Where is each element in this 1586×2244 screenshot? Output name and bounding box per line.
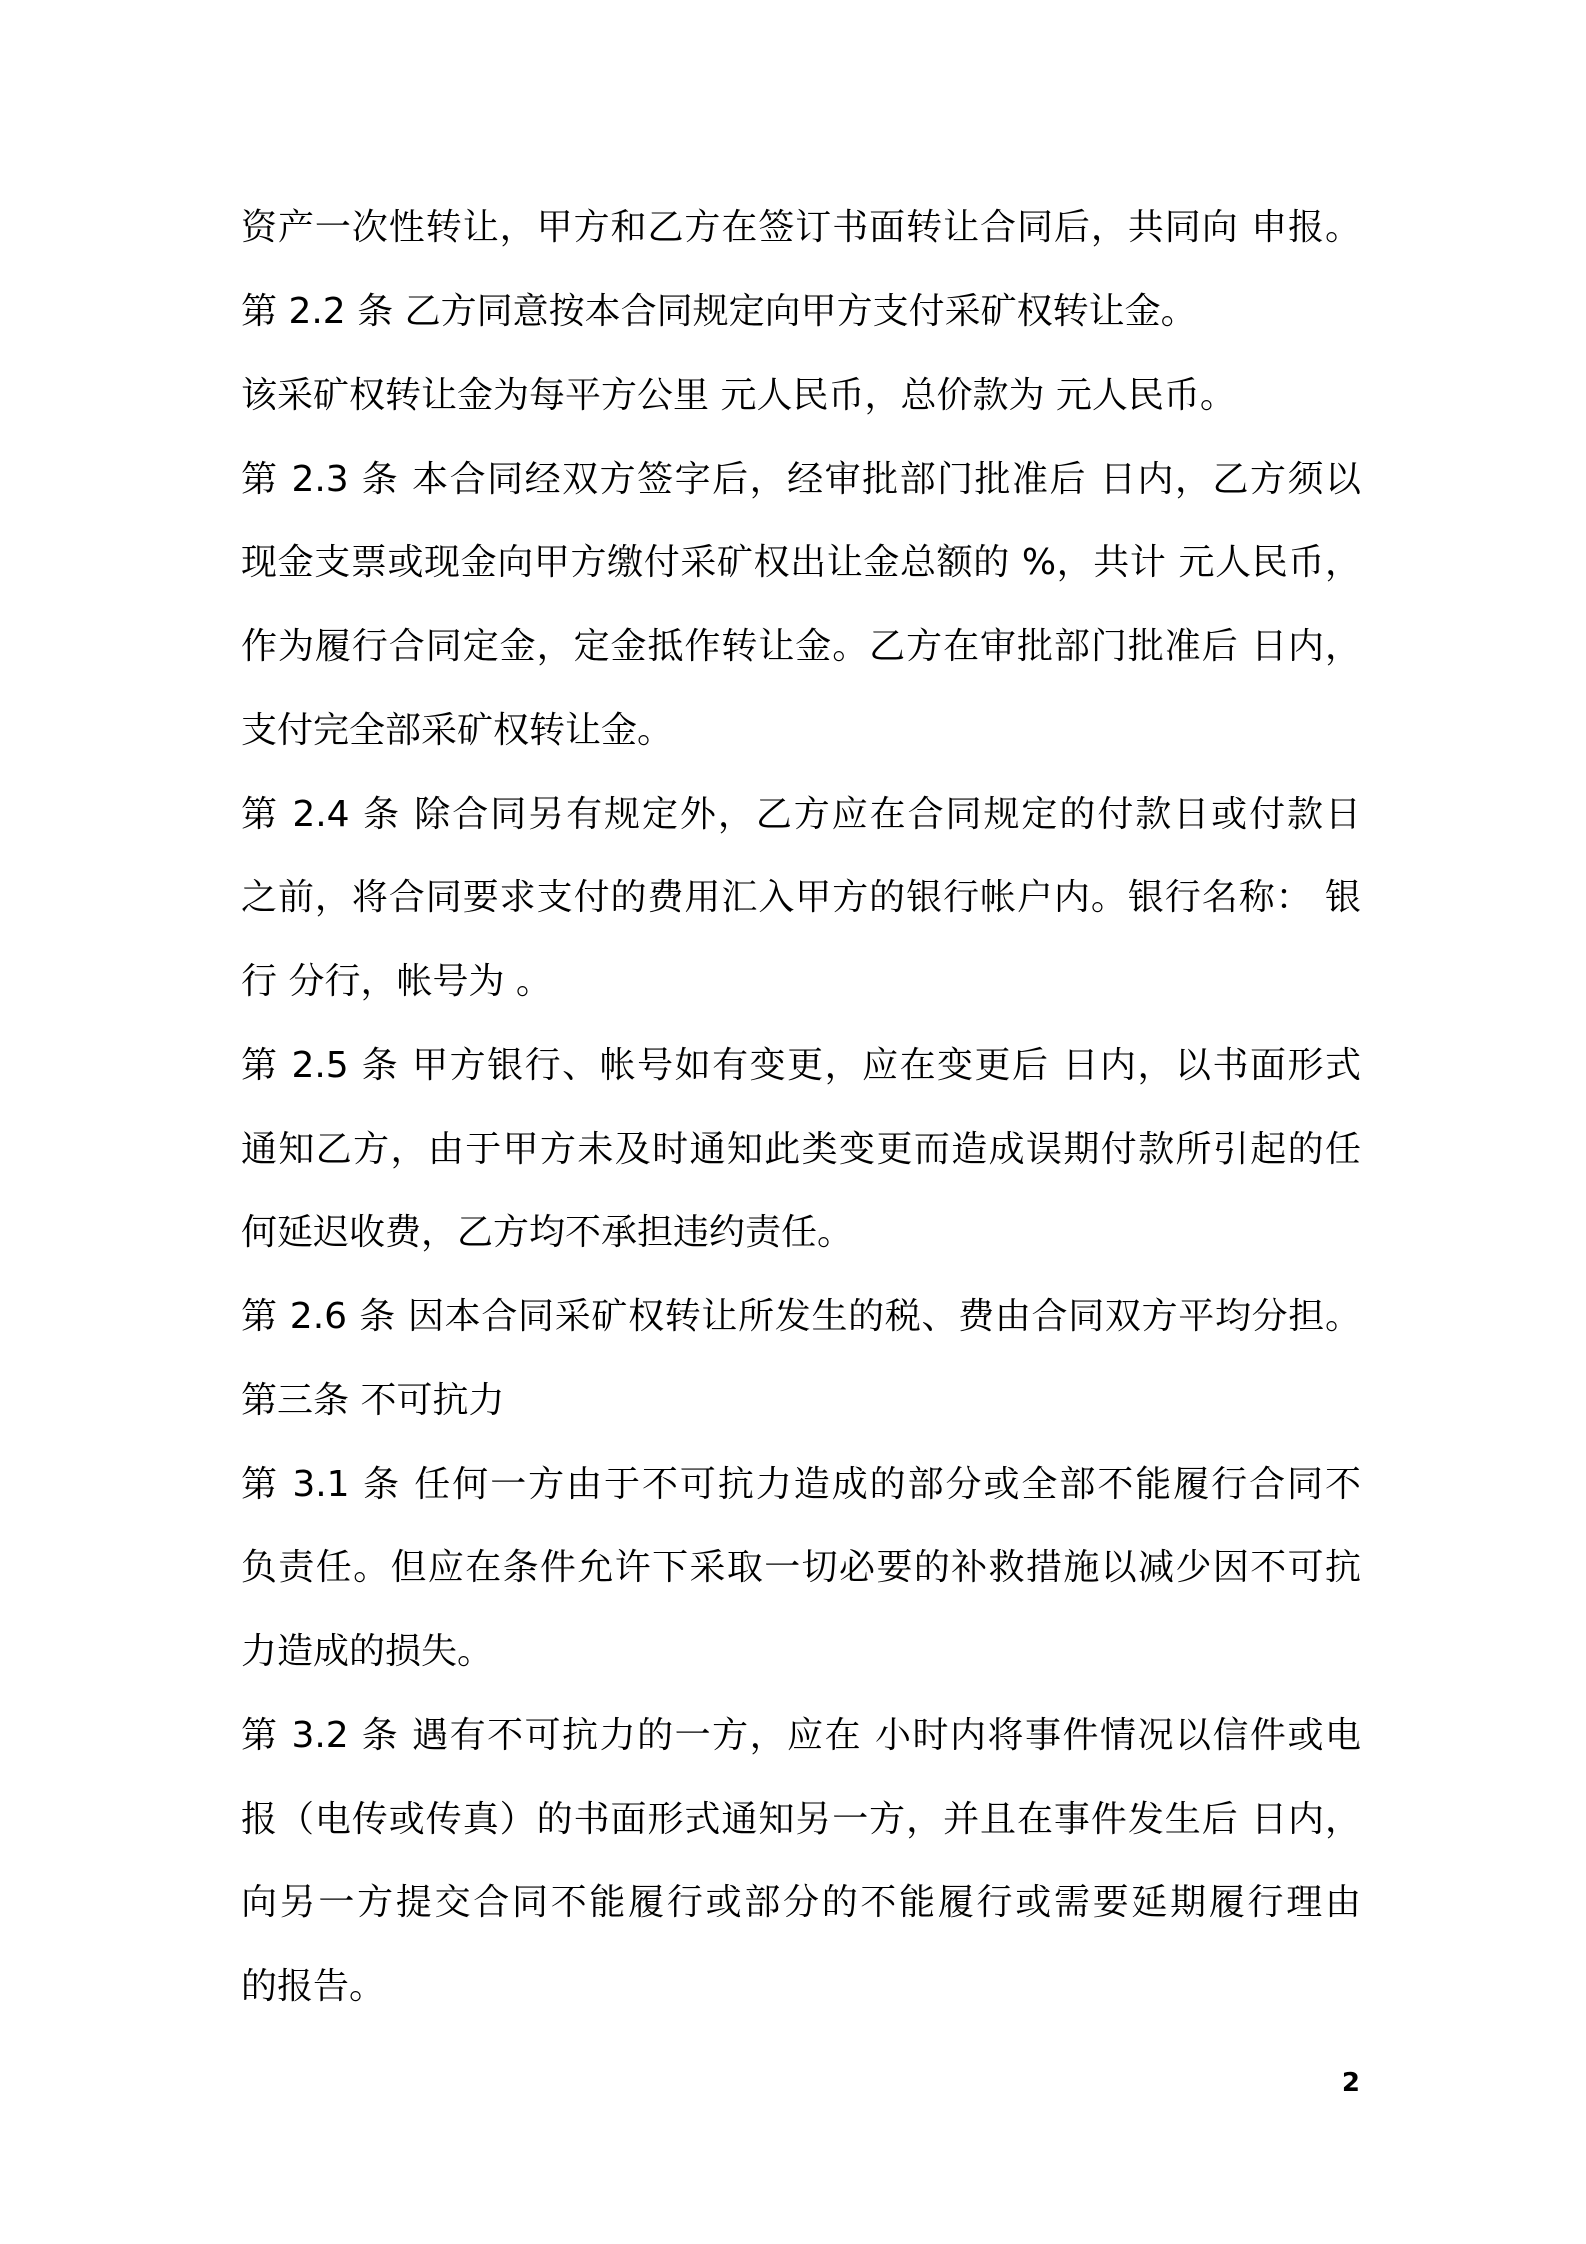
text-line-17: 负责任。但应在条件允许下采取一切必要的补救措施以减少因不可抗 bbox=[241, 1547, 1361, 1588]
text-line-20: 报（电传或传真）的书面形式通知另一方，并且在事件发生后 日内， bbox=[241, 1799, 1361, 1840]
text-line-1: 资产一次性转让，甲方和乙方在签订书面转让合同后，共同向 申报。 bbox=[241, 207, 1361, 248]
text-line-19: 第 3.2 条 遇有不可抗力的一方，应在 小时内将事件情况以信件或电 bbox=[241, 1715, 1361, 1756]
text-line-21: 向另一方提交合同不能履行或部分的不能履行或需要延期履行理由 bbox=[241, 1882, 1361, 1923]
text-line-18: 力造成的损失。 bbox=[241, 1631, 494, 1672]
text-line-2: 第 2.2 条 乙方同意按本合同规定向甲方支付采矿权转让金。 bbox=[241, 291, 1197, 332]
text-line-11: 第 2.5 条 甲方银行、帐号如有变更，应在变更后 日内，以书面形式 bbox=[241, 1045, 1361, 1086]
text-line-7: 支付完全部采矿权转让金。 bbox=[241, 710, 674, 751]
text-line-5: 现金支票或现金向甲方缴付采矿权出让金总额的 %，共计 元人民币， bbox=[241, 542, 1361, 583]
text-line-8: 第 2.4 条 除合同另有规定外，乙方应在合同规定的付款日或付款日 bbox=[241, 794, 1361, 835]
text-line-6: 作为履行合同定金，定金抵作转让金。乙方在审批部门批准后 日内， bbox=[241, 626, 1361, 667]
text-line-12: 通知乙方，由于甲方未及时通知此类变更而造成误期付款所引起的任 bbox=[241, 1129, 1361, 1170]
text-line-10: 行 分行，帐号为 。 bbox=[241, 961, 552, 1002]
text-line-22: 的报告。 bbox=[241, 1966, 386, 2007]
page-number: 2 bbox=[1341, 2068, 1360, 2098]
section-heading: 第三条 不可抗力 bbox=[241, 1380, 505, 1421]
text-line-14: 第 2.6 条 因本合同采矿权转让所发生的税、费由合同双方平均分担。 bbox=[241, 1296, 1361, 1337]
text-line-16: 第 3.1 条 任何一方由于不可抗力造成的部分或全部不能履行合同不 bbox=[241, 1464, 1361, 1505]
text-line-9: 之前，将合同要求支付的费用汇入甲方的银行帐户内。银行名称： 银 bbox=[241, 877, 1361, 918]
text-line-3: 该采矿权转让金为每平方公里 元人民币，总价款为 元人民币。 bbox=[241, 375, 1236, 416]
text-line-4: 第 2.3 条 本合同经双方签字后，经审批部门批准后 日内，乙方须以 bbox=[241, 459, 1361, 500]
text-line-13: 何延迟收费，乙方均不承担违约责任。 bbox=[241, 1212, 854, 1253]
